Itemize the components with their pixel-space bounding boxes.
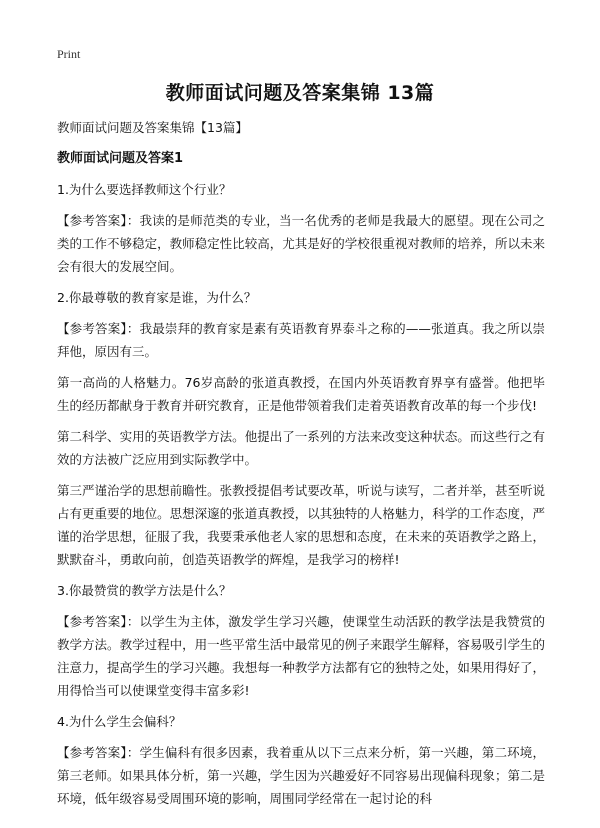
document-body [57,116,545,818]
answer-2-point-1: 第一高尚的人格魅力。76岁高龄的张道真教授，在国内外英语教育界享有盛誉。他把毕生的经历都献身于教育并研究教育，正是他带领着我们走着英语教育改革的每一个步伐! [57,375,545,413]
answer-4: 【参考答案】：学生偏科有很多因素，我着重从以下三点来分析，第一兴趣，第二环境，第三老师。如果具体分析，第一兴趣，学生因为兴趣爱好不同容易出现偏科现象；第二是环境，低年级容易受周围环境的影响，周围同学经常在一起讨论的科 [57,745,545,806]
answer-2: 【参考答案】：我最崇拜的教育家是素有英语教育界泰斗之称的——张道真。我之所以崇拜他，原因有三。 [57,321,545,359]
document-title: 教师面试问题及答案集锦 13篇 [165,82,435,104]
answer-2-point-2: 第二科学、实用的英语教学方法。他提出了一系列的方法来改变这种状态。而这些行之有效的方法被广泛应用到实际教学中。 [57,429,545,467]
answer-1: 【参考答案】：我读的是师范类的专业，当一名优秀的老师是我最大的愿望。现在公司之类的工作不够稳定，教师稳定性比较高，尤其是好的学校很重视对教师的培养，所以未来会有很大的发展空间。 [57,213,545,274]
intro-line: 教师面试问题及答案集锦【13篇】 [57,120,248,135]
answer-2-point-3: 第三严谨治学的思想前瞻性。张教授提倡考试要改革，听说与读写，二者并举，甚至听说占有更重要的地位。思想深邃的张道真教授，以其独特的人格魅力，科学的工作态度，严谨的治学思想，征服了我，我要秉承他老人家的思想和态度，在未来的英语教学之路上，默默奋斗，勇敢向前，创造英语教学的辉煌，是我学习的榜样! [57,483,545,567]
print-label: Print [57,47,81,61]
section-heading: 教师面试问题及答案1 [57,151,184,166]
question-1: 1.为什么要选择教师这个行业？ [57,182,232,197]
question-2: 2.你最尊敬的教育家是谁，为什么？ [57,290,257,305]
answer-3: 【参考答案】：以学生为主体，激发学生学习兴趣，使课堂生动活跃的教学法是我赞赏的教学方法。教学过程中，用一些平常生活中最常见的例子来跟学生解释，容易吸引学生的注意力，提高学生的学习兴趣。我想每一种教学方法都有它的独特之处，如果用得好了，用得恰当可以使课堂变得丰富多彩! [57,614,545,698]
question-3: 3.你最赞赏的教学方法是什么？ [57,583,232,598]
question-4: 4.为什么学生会偏科？ [57,714,182,729]
